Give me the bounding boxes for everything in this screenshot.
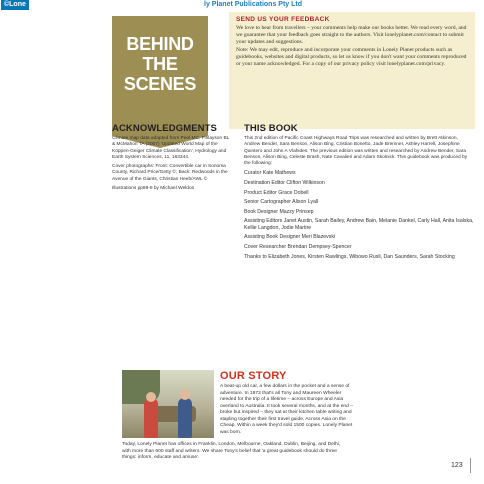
badge-title bbox=[112, 34, 208, 94]
badge-line-2: THE bbox=[142, 54, 178, 74]
credits-list bbox=[244, 170, 479, 260]
feedback-box bbox=[229, 12, 475, 129]
feedback-paragraph-1: We love to hear from travellers – your comments help make our books better. We read every word, and we guarantee that your feedback goes straight to the authors. Visit lonelyplanet.com/contact to submit your updates and suggestions. bbox=[236, 25, 467, 45]
credit-item: Assisting Book Designer Meri Blazevski bbox=[244, 234, 336, 241]
credit-item: Destination Editor Clifton Wilkinson bbox=[244, 180, 325, 187]
our-story-section bbox=[112, 370, 472, 474]
founders-photo bbox=[122, 370, 214, 438]
our-story-heading: OUR STORY bbox=[220, 370, 287, 382]
credit-item: Thanks to Elizabeth Jones, Kirsten Rawlings, Wibowo Rusli, Dan Saunders, Sarah Stocking bbox=[244, 253, 455, 260]
acknowledgments-paragraph-2: Cover photographs: Front: Convertible car in Sonoma County, Richard Price/Getty ©; Back: Redwoods in the Avenue of the Giants, Christian Heeb/AWL © bbox=[112, 164, 228, 182]
copyright-left: ©Lone bbox=[1, 0, 29, 10]
page-header bbox=[0, 0, 484, 10]
acknowledgments-section bbox=[112, 123, 230, 195]
copyright-right: ly Planet Publications Pty Ltd bbox=[204, 1, 303, 8]
our-story-bottom-text: Today, Lonely Planet has offices in Franklin, London, Melbourne, Oakland, Dublin, Beijing, and Delhi, with more than 600 staff and writers. We share Tony's belief that 'a great guidebook should do three things: inform, educate and amuse'. bbox=[122, 442, 341, 460]
credit-item: Assisting Editors Janet Austin, Sarah Bailey, Andrew Bain, Melanie Dankel, Carly Hall, Anita Isalska, Kellie Langdon, Jodie Martire bbox=[244, 218, 474, 231]
footer-divider bbox=[470, 458, 471, 473]
feedback-heading: SEND US YOUR FEEDBACK bbox=[236, 16, 330, 23]
our-story-text: A beat-up old car, a few dollars in the pocket and a sense of adventure. In 1972 that's all Tony and Maureen Wheeler needed for the trip of a lifetime – across Europe and Asia overland to Australia. It took several months, and at the end – broke but inspired – they sat at their kitchen table writing and stapling together their first travel guide, Across Asia on the Cheap. Within a week they'd sold 1500 copies. Lonely Planet was born. bbox=[220, 384, 353, 435]
this-book-paragraph: This 2nd edition of Pacific Coast Highways Road Trips was researched and written by Brett Atkinson, Andrew Bender, Sara Benson, Alison Bing, Cristian Bonetto, Jade Bremner, Ashley Harrell, Josephine Quintero and John A Vlahides. The previous edition was written and researched by Andrew Bender, Sara Benson, Alison Bing, Celeste Brash, Nate Cavalieri and Adam Skolnick. This guidebook was produced by the following: bbox=[244, 136, 468, 167]
credit-item: Book Designer Mazzy Prinsep bbox=[244, 208, 314, 215]
photo-head-right bbox=[180, 390, 190, 400]
page-number: 123 bbox=[451, 462, 463, 469]
badge-line-3: SCENES bbox=[123, 74, 197, 94]
credit-item: Curator Kate Mathews bbox=[244, 170, 296, 177]
acknowledgments-paragraph-1: Climate map data adapted from Peel MC, Finlayson BL & McMahon TA (2007) 'Updated World Map of the Köppen-Geiger Climate Classification', Hydrology and Earth System Sciences, 11, 163344. bbox=[112, 136, 230, 160]
photo-person-right bbox=[178, 398, 192, 438]
credit-item: Cover Researcher Brendan Dempsey-Spencer bbox=[244, 244, 352, 251]
photo-head-left bbox=[146, 392, 156, 402]
acknowledgments-paragraph-3: Illustrations pp88-9 by Michael Weldon bbox=[112, 186, 195, 192]
credit-item: Senior Cartographer Alison Lyall bbox=[244, 199, 319, 206]
this-book-section bbox=[244, 123, 479, 263]
feedback-paragraph-2: Note: We may edit, reproduce and incorporate your comments in Lonely Planet products such as guidebooks, websites and digital products, so let us know if you don't want your comments reproduced or your name acknowledged. For a copy of our privacy policy visit lonelyplanet.com/privacy. bbox=[236, 47, 467, 67]
behind-the-scenes-badge bbox=[112, 16, 208, 136]
photo-person-left bbox=[144, 398, 158, 438]
acknowledgments-heading: ACKNOWLEDGMENTS bbox=[112, 123, 217, 134]
this-book-heading: THIS BOOK bbox=[244, 123, 298, 134]
credit-item: Product Editor Grace Dobell bbox=[244, 189, 309, 196]
badge-line-1: BEHIND bbox=[126, 34, 194, 54]
